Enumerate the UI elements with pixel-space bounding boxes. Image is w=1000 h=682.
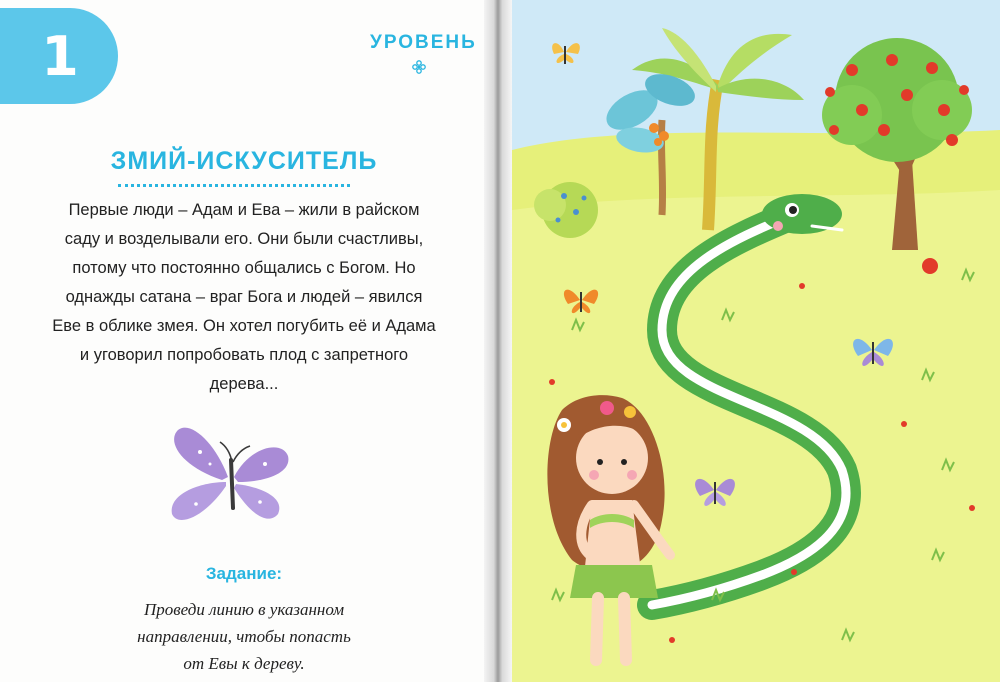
page-title: ЗМИЙ-ИСКУСИТЕЛЬ — [110, 147, 378, 175]
story-line: саду и возделывали его. Они были счастливы, — [64, 230, 424, 248]
garden-illustration — [512, 0, 1000, 682]
task-line: от Евы к дереву. — [183, 654, 305, 673]
task-text — [60, 596, 428, 677]
left-page — [0, 0, 488, 682]
task-line: Проведи линию в указанном — [143, 600, 345, 619]
story-line: Еве в облике змея. Он хотел погубить её и Адама — [52, 317, 436, 335]
story-line: однажды сатана – враг Бога и людей – явился — [65, 288, 423, 306]
story-line: Первые люди – Адам и Ева – жили в райском — [68, 201, 420, 219]
right-page — [512, 0, 1000, 682]
task-line: направлении, чтобы попасть — [137, 627, 351, 646]
level-number: 1 — [41, 24, 79, 88]
task-label: Задание: — [205, 564, 283, 583]
flower-icon — [412, 60, 426, 74]
story-line: потому что постоянно общались с Богом. Но — [72, 259, 416, 277]
story-line: и уговорил попробовать плод с запретного — [79, 346, 409, 364]
level-heading: УРОВЕНЬ — [370, 32, 477, 53]
butterfly-icon — [160, 422, 300, 532]
story-text — [48, 196, 440, 399]
book-gutter — [484, 0, 512, 682]
title-underline — [118, 184, 350, 189]
level-badge — [0, 8, 118, 104]
story-line: дерева... — [209, 375, 279, 393]
